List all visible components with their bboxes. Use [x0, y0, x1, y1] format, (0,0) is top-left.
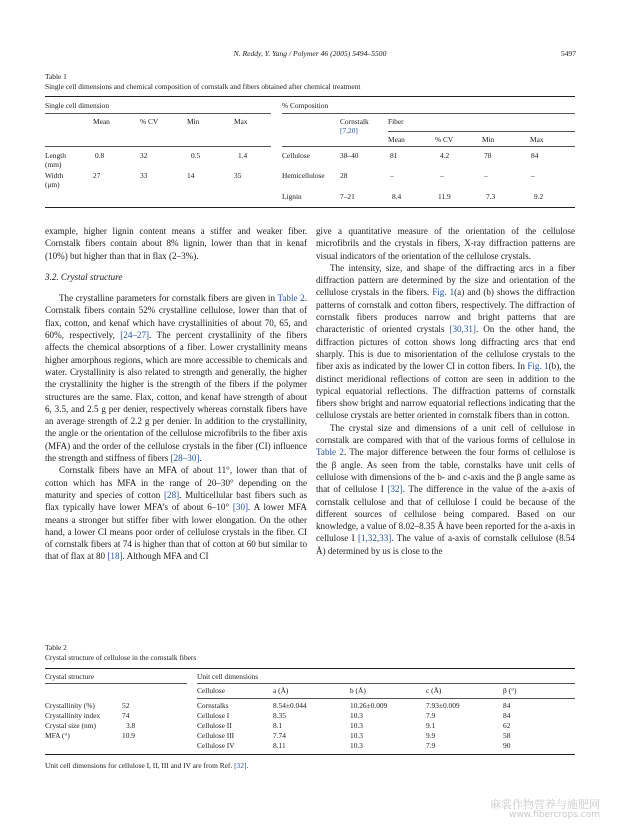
table2-col-a: a (Å) — [273, 686, 289, 695]
paragraph: example, higher lignin content means a stiffer and weaker fiber. Cornstalk fibers contain about 8% lignin, lower than that in kenaf (10%) but higher than that in flax (2–3%). — [45, 226, 307, 261]
citation-link[interactable]: [32] — [387, 484, 403, 495]
table1-cell: 1.4 — [238, 151, 248, 160]
table2-left-title: Crystal structure — [45, 672, 95, 681]
table1-cell: 81 — [390, 151, 398, 160]
table-link[interactable]: Table 2 — [316, 447, 344, 458]
citation-link[interactable]: [30] — [232, 502, 249, 513]
table1-cornstalk-head: Cornstalk — [340, 117, 369, 126]
table1-cell: 7.3 — [486, 192, 496, 201]
table1-cell: 8.4 — [392, 192, 402, 201]
watermark-url: www.fibercrops.com — [509, 810, 600, 820]
table2-cell: 8.35 — [273, 711, 286, 720]
paragraph: The crystal size and dimensions of a unit cell of cellulose in cornstalk are compared with that of the various forms of cellulose in Table 2. The major difference between the four forms of cellulose is the β angle. As seen from the table, cornstalks have unit cells of cellulose with dimensions of the b- and c-axis and the β angle same as that of cellulose I [32]. The difference in the value of the a-axis of cornstalk cellulose and that of cellulose I could be because of the different sources of cellulose being compared. Based on our knowledge, a value of 8.02–8.35 Å have been reported for the a-axis in cellulose I [1,32,33]. The value of a-axis of cornstalk cellulose (8.54 Å) determined by us is close to the — [316, 422, 575, 556]
table1-caption: Single cell dimensions and chemical composition of cornstalk and fibers obtained after chemical treatment — [45, 82, 361, 91]
table2-caption: Crystal structure of cellulose in the cornstalk fibers — [45, 653, 197, 662]
table1-row-unit: (μm) — [45, 180, 60, 189]
table2-cell: 10.3 — [350, 731, 363, 740]
section-heading: 3.2. Crystal structure — [45, 271, 123, 282]
table-link[interactable]: Table 2 — [277, 293, 305, 304]
table2-cell: 84 — [503, 711, 511, 720]
table2-param-value: 10.9 — [122, 731, 135, 740]
table1-left-rule — [45, 113, 271, 114]
table1-col-max: Max — [234, 117, 248, 126]
table1-fiber-rule — [388, 131, 575, 132]
citation-link[interactable]: [18] — [107, 551, 123, 562]
table2-cell: 7.9 — [426, 741, 436, 750]
table2-top-rule — [45, 668, 575, 669]
table1-cell: 78 — [484, 151, 492, 160]
table2-cell: 9.9 — [426, 731, 436, 740]
table2-cell: Cornstalks — [197, 701, 229, 710]
table2-cell: 10.3 — [350, 721, 363, 730]
table1-cell: 84 — [531, 151, 539, 160]
table2-cell: 7.9 — [426, 711, 436, 720]
table1-comp-name: Hemicellulose — [282, 171, 325, 180]
table1-fiber-cv: % CV — [435, 135, 454, 144]
table1-fiber-head: Fiber — [388, 117, 404, 126]
table2-cell: 90 — [503, 741, 511, 750]
table1-bottom-rule — [45, 207, 575, 208]
table2-col-c: c (Å) — [426, 686, 442, 695]
table2-cell: 7.93±0.009 — [426, 701, 460, 710]
citation-link[interactable]: [24–27] — [120, 330, 150, 341]
table1-cell: 28 — [340, 171, 348, 180]
table2-param-value: 3.8 — [126, 721, 136, 730]
table1-cell: 7–21 — [340, 192, 355, 201]
table2-label: Table 2 — [45, 643, 67, 652]
table1-cell: – — [484, 171, 488, 180]
table2-cell: Cellulose I — [197, 711, 230, 720]
paragraph: give a quantitative measure of the orientation of the cellulose microfibrils and the crystals in fibers, X-ray diffraction patterns are visual indicators of the orientation of the cellulose crystals. — [316, 226, 575, 261]
table1-left-title: Single cell dimension — [45, 101, 110, 110]
table2-cell: 10.3 — [350, 711, 363, 720]
left-text-column — [45, 225, 307, 563]
table2-right-title: Unit cell dimensions — [197, 672, 259, 681]
page-number: 5497 — [560, 49, 576, 58]
table2-param-label: Crystal size (nm) — [45, 721, 96, 730]
table2-param-value: 52 — [122, 701, 130, 710]
running-header: N. Reddy, Y. Yang / Polymer 46 (2005) 5494–5500 — [233, 49, 387, 58]
table2-cell: 7.74 — [273, 731, 286, 740]
table1-right-head-rule — [282, 146, 575, 147]
figure-link[interactable]: Fig. 1 — [432, 287, 455, 298]
table2-col-cellulose: Cellulose — [197, 686, 225, 695]
table1-cell: 9.2 — [534, 192, 544, 201]
table1-comp-name: Cellulose — [282, 151, 310, 160]
table2-cell: 10.3 — [350, 741, 363, 750]
table1-cell: 35 — [234, 171, 242, 180]
table2-col-beta: β (°) — [503, 686, 517, 695]
table2-param-label: MFA (°) — [45, 731, 70, 740]
table1-label: Table 1 — [45, 72, 67, 81]
table1-row-label: Length — [45, 151, 66, 160]
table2-param-label: Crystallinity index — [45, 711, 101, 720]
table1-cell: 14 — [187, 171, 195, 180]
table2-cell: Cellulose IV — [197, 741, 235, 750]
table2-cell: 8.11 — [273, 741, 286, 750]
table2-cell: 9.1 — [426, 721, 436, 730]
table1-col-mean: Mean — [93, 117, 110, 126]
paragraph: The crystalline parameters for cornstalk fibers are given in Table 2. Cornstalk fibers contain 52% crystalline cellulose, lower than that of flax, cotton, and kenaf which have crystallinities of about 70, 65, and 60%, respectively, [24–27]. The percent crystallinity of the fibers affects the chemical absorptions of a fiber. Lower crystallinity means higher amorphous regions, which are more accessible to chemicals and water. Crystallinity is also related to strength and generally, the higher the crystallinity the higher is the strength of the fibers if the polymer structures are the same. Flax, cotton, and kenaf have strength of about 6, 3.5, and 2.5 g per denier, respectively whereas cornstalk fibers have an average strength of 2.2 g per denier. In addition to the crystallinity, the angle or the orientation of the cellulose microfibrils to the fiber axis (MFA) and the order of the cellulose crystals in the fiber (CI) influence the strength and stiffness of fibers [28–30]. — [45, 293, 307, 464]
table1-col-min: Min — [187, 117, 200, 126]
citation-link[interactable]: [28] — [164, 489, 180, 500]
table2-cell: 84 — [503, 701, 511, 710]
table2-right-rule — [197, 683, 575, 684]
paragraph: Cornstalk fibers have an MFA of about 11°, lower than that of cotton which has MFA in the range of 20–30° depending on the maturity and species of cotton [28]. Multicellular bast fibers such as flax typically have lower MFA’s of about 6–10° [30]. A lower MFA means a stronger but stiffer fiber with lower elongation. On the other hand, a lower CI means poor order of cellulose crystals in the fiber. CI of cornstalk fibers at 74 is higher than that of cotton at 60 but similar to that of flax at 80 [18]. Although MFA and CI — [45, 465, 307, 562]
table1-row-unit: (mm) — [45, 160, 62, 169]
table1-cornstalk-ref[interactable]: [7,20] — [340, 126, 358, 135]
table1-top-rule — [45, 96, 575, 97]
table1-row-label: Width — [45, 171, 64, 180]
table1-cell: – — [440, 171, 444, 180]
table1-right-rule — [282, 113, 575, 114]
paragraph: The intensity, size, and shape of the diffracting arcs in a fiber diffraction pattern are determined by the size and orientation of the cellulose crystals in the fibers. Fig. 1(a) and (b) shows the diffraction patterns of cornstalk and cotton fibers, respectively. The diffraction of cornstalk fibers produces narrow and bright patterns that are characteristic of oriented crystals [30,31]. On the other hand, the diffraction pictures of cotton shows long diffracting arcs that end sharply. This is due to misorientation of the cellulose crystals to the fiber axis as indicated by the lower CI in cotton fibers. In Fig. 1(b), the distinct meridional reflections of cotton are seen in addition to the typical equatorial reflections. The diffraction patterns of cornstalk fibers show bright and narrow equatorial reflections indicating that the cellulose crystals are better oriented in cornstalk fibers than in cotton. — [316, 262, 575, 421]
table1-col-cv: % CV — [140, 117, 159, 126]
table1-cell: 0.8 — [95, 151, 105, 160]
table1-fiber-min: Min — [482, 135, 495, 144]
table1-comp-name: Lignin — [282, 192, 302, 201]
table1-cell: 4.2 — [440, 151, 450, 160]
table2-col-b: b (Å) — [350, 686, 366, 695]
table2-param-value: 74 — [122, 711, 130, 720]
right-text-column — [316, 225, 575, 557]
table1-right-title: % Composition — [282, 101, 329, 110]
table1-cell: 11.9 — [438, 192, 451, 201]
table2-cell: Cellulose II — [197, 721, 232, 730]
table2-param-label: Crystallinity (%) — [45, 701, 95, 710]
table1-cell: – — [390, 171, 394, 180]
table1-cell: 0.5 — [191, 151, 201, 160]
citation-link[interactable]: [30,31] — [449, 324, 476, 335]
table2-bottom-rule — [45, 754, 575, 755]
table1-cell: 33 — [140, 171, 148, 180]
table1-fiber-mean: Mean — [388, 135, 405, 144]
table1-fiber-max: Max — [530, 135, 544, 144]
table2-cell: 58 — [503, 731, 511, 740]
citation-link[interactable]: [28–30] — [170, 453, 200, 464]
table2-cell: 8.54±0.044 — [273, 701, 307, 710]
table2-cell: 62 — [503, 721, 511, 730]
table1-cell: – — [531, 171, 535, 180]
table2-left-rule — [45, 683, 187, 684]
table2-footnote: Unit cell dimensions for cellulose I, II, III and IV are from Ref. [32]. — [45, 761, 249, 770]
table2-cell: 10.26±0.009 — [350, 701, 388, 710]
table2-cell: 8.1 — [273, 721, 283, 730]
table2-cell: Cellulose III — [197, 731, 235, 740]
table1-cell: 27 — [93, 171, 101, 180]
table1-left-head-rule — [45, 146, 271, 147]
table1-cell: 38–40 — [340, 151, 359, 160]
citation-link[interactable]: [32] — [234, 761, 247, 770]
table2-head-rule — [197, 698, 575, 699]
figure-link[interactable]: Fig. 1 — [527, 361, 549, 372]
watermark-text: 麻裳作物营养与施肥网 — [490, 798, 600, 811]
citation-link[interactable]: [1,32,33] — [357, 533, 392, 544]
table1-cell: 32 — [140, 151, 148, 160]
